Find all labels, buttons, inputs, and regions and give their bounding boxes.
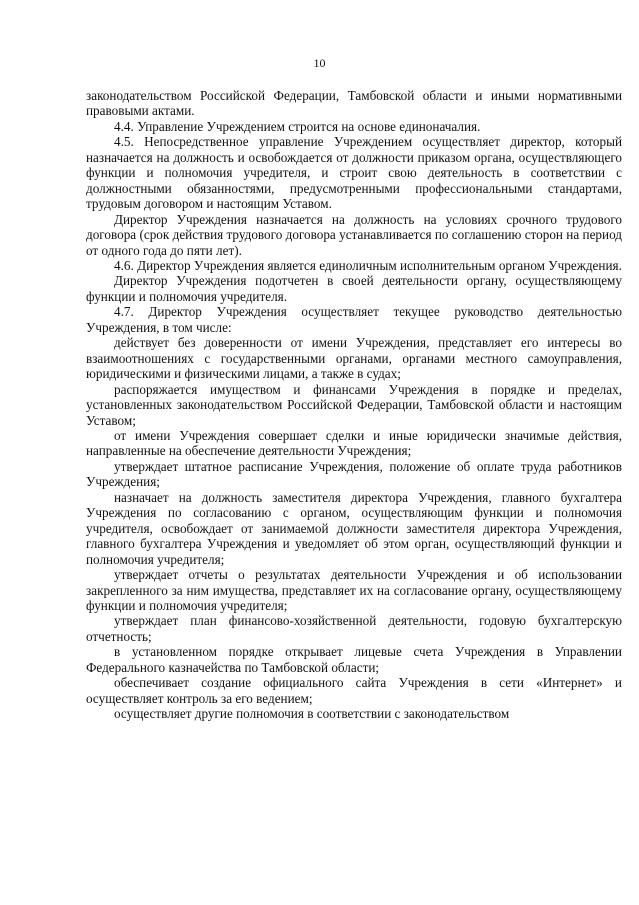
paragraph: 4.7. Директор Учреждения осуществляет текущее руководство деятельностью Учреждения, в том числе: — [86, 304, 622, 335]
list-item: в установленном порядке открывает лицевые счета Учреждения в Управлении Федерального казначейства по Тамбовской области; — [86, 644, 622, 675]
page-number: 10 — [313, 56, 326, 70]
paragraph: Директор Учреждения подотчетен в своей деятельности органу, осуществляющему функции и полномочия учредителя. — [86, 273, 622, 304]
list-item: от имени Учреждения совершает сделки и иные юридически значимые действия, направленные на обеспечение деятельности Учреждения; — [86, 427, 622, 459]
list-item: осуществляет другие полномочия в соответствии с законодательством — [114, 706, 510, 722]
document-body — [86, 88, 622, 722]
list-item: утверждает план финансово-хозяйственной деятельности, годовую бухгалтерскую отчетность; — [86, 613, 622, 644]
paragraph: Директор Учреждения назначается на должность на условиях срочного трудового договора (срок действия трудового договора устанавливается по соглашению сторон на период от одного года до пяти лет). — [86, 211, 622, 258]
paragraph: 4.4. Управление Учреждением строится на основе единоначалия. — [114, 118, 481, 134]
list-item: действует без доверенности от имени Учреждения, представляет его интересы во взаимоотношениях с государственными органами, органами местного самоуправления, юридическими и физическими лицами, а также в судах; — [86, 335, 622, 382]
list-item: обеспечивает создание официального сайта Учреждения в сети «Интернет» и осуществляет контроль за его ведением; — [86, 675, 622, 706]
paragraph: 4.6. Директор Учреждения является единоличным исполнительным органом Учреждения. — [114, 257, 622, 273]
list-item: утверждает отчеты о результатах деятельности Учреждения и об использовании закрепленного за ним имущества, представляет их на согласование органу, осуществляющему функции и полномочия учредителя; — [86, 567, 622, 613]
paragraph: 4.5. Непосредственное управление Учреждением осуществляет директор, который назначается на должность и освобождается от должности приказом органа, осуществляющего функции и полномочия учредителя, и строит свою деятельность в соответствии с должностными обязанностями, предусмотренными профессиональными стандартами, трудовым договором и настоящим Уставом. — [86, 134, 622, 212]
list-item: распоряжается имуществом и финансами Учреждения в порядке и пределах, установленных законодательством Российской Федерации, Тамбовской области и настоящим Уставом; — [86, 381, 622, 428]
paragraph: законодательством Российской Федерации, Тамбовской области и иными нормативными правовыми актами. — [86, 88, 622, 119]
list-item: назначает на должность заместителя директора Учреждения, главного бухгалтера Учреждения по согласованию с органом, осуществляющим функции и полномочия учредителя, освобождает от занимаемой должности заместителя директора Учреждения, главного бухгалтера Учреждения и уведомляет об этом орган, осуществляющий функции и полномочия учредителя; — [86, 489, 622, 567]
list-item: утверждает штатное расписание Учреждения, положение об оплате труда работников Учреждения; — [86, 458, 622, 490]
